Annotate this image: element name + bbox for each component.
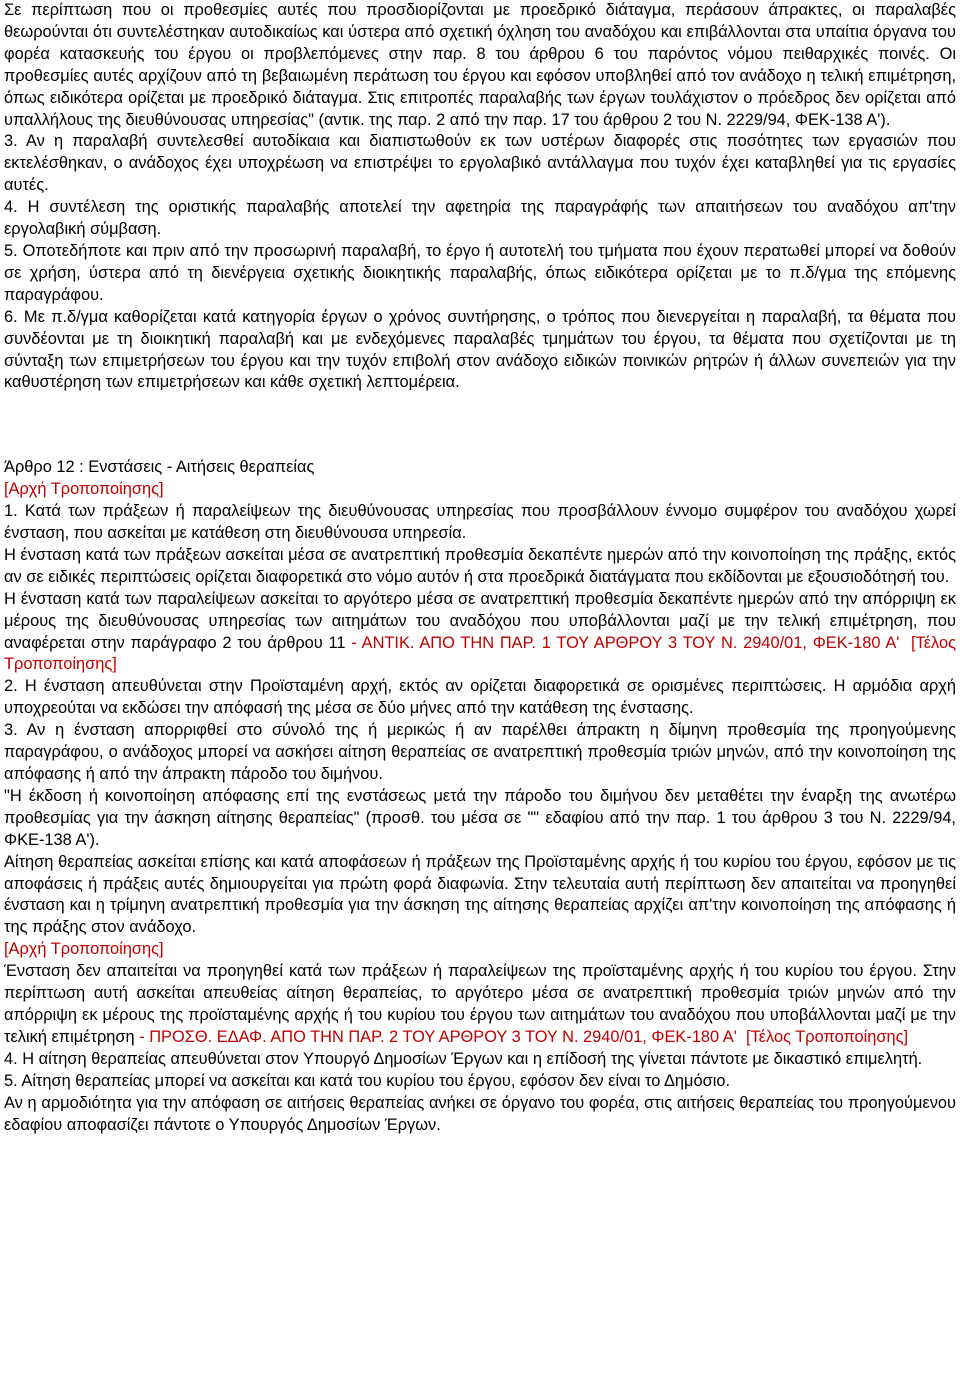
amendment-end-marker-2[interactable]: [Τέλος Τροποποίησης] xyxy=(745,1027,909,1046)
paragraph-5-administrative-receipt: 5. Οποτεδήποτε και πριν από την προσωρινή παραλαβή, το έργο ή αυτοτελή του τμήματα που έχουν περατωθεί μπορεί να δοθούν σε χρήση, ύστερα από τη διενέργεια σχετικής διοικητικής παραλαβής, όπως ειδικότερα ορίζεται με το π.δ/γμα της επόμενης παραγράφου. xyxy=(4,241,956,304)
article-paragraph-objection-deadline: Η ένσταση κατά των πράξεων ασκείται μέσα σε ανατρεπτική προθεσμία δεκαπέντε ημερών από την κοινοποίηση της πράξης, εκτός αν σε ειδικές περιπτώσεις ορίζεται διαφορετικά στο νόμο αυτόν ή στα προεδρικά διατάγματα που εκδίδονται με εξουσιοδότησή του. xyxy=(4,545,956,586)
paragraph-6-presidential-decree: 6. Με π.δ/γμα καθορίζεται κατά κατηγορία έργων ο χρόνος συντήρησης, ο τρόπος που διενεργείται η παραλαβή, τα θέματα που συνδέονται με τη διοικητική παραλαβή και με ενδεχόμενες παραλαβές τμημάτων του έργου, τα θέματα που σχετίζονται με τη σύνταξη των επιμετρήσεων του έργου και την τυχόν επιβολή στον ανάδοχο ειδικών ποινικών ρητρών ή άλλων συνεπειών για την καθυστέρηση των επιμετρήσεων και κάθε σχετική λεπτομέρεια. xyxy=(4,307,956,392)
section-gap xyxy=(4,394,956,457)
amendment-reference: - ΑΝΤΙΚ. ΑΠΟ ΤΗΝ ΠΑΡ. 1 ΤΟΥ ΑΡΘΡΟΥ 3 ΤΟΥ Ν. 2940/01, ΦΕΚ-180 Α' xyxy=(345,633,900,652)
article-paragraph-no-objection xyxy=(4,961,956,1049)
no-objection-text: Ένσταση δεν απαιτείται να προηγηθεί κατά των πράξεων ή παραλείψεων της προϊσταμένης αρχής ή του κυρίου του έργου. Στην περίπτωση αυτή ασκείται απευθείας αίτηση θεραπείας, το αργότερο μέσα σε ανατρεπτική προθεσμία τριών μηνών από την απόρριψη εκ μέρους της προϊσταμένης αρχής ή του κυρίου του έργου των αιτημάτων του αναδόχου που υποβάλλονται μαζί με την τελική επιμέτρηση xyxy=(4,962,956,1046)
amendment-reference-2: - ΠΡΟΣΘ. ΕΔΑΦ. ΑΠΟ ΤΗΝ ΠΑΡ. 2 ΤΟΥ ΑΡΘΡΟΥ 3 ΤΟΥ Ν. 2940/01, ΦΕΚ-180 Α' xyxy=(134,1027,737,1046)
article-paragraph-5: 5. Αίτηση θεραπείας μπορεί να ασκείται και κατά του κυρίου του έργου, εφόσον δεν είναι το Δημόσιο. xyxy=(4,1071,731,1090)
article-paragraph-2: 2. Η ένσταση απευθύνεται στην Προϊσταμένη αρχή, εκτός αν ορίζεται διαφορετικά σε ορισμένες περιπτώσεις. Η αρμόδια αρχή υποχρεούται να εκδώσει την απόφασή της μέσα σε δύο μήνες από την κατάθεση της ένστασης. xyxy=(4,677,956,718)
article-paragraph-4: 4. Η αίτηση θεραπείας απευθύνεται στον Υπουργό Δημοσίων Έργων και η επίδοσή της γίνεται πάντοτε με δικαστικό επιμελητή. xyxy=(4,1049,923,1068)
article-paragraph-competence: Αν η αρμοδιότητα για την απόφαση σε αιτήσεις θεραπείας ανήκει σε όργανο του φορέα, στις αιτήσεις θεραπείας του προηγούμενου εδαφίου αποφασίζει πάντοτε ο Υπουργός Δημοσίων Έργων. xyxy=(4,1093,956,1134)
paragraph-4-final-receipt: 4. Η συντέλεση της οριστικής παραλαβής αποτελεί την αφετηρία της παραγράφής των απαιτήσεων του αναδόχου απ'την εργολαβική σύμβαση. xyxy=(4,198,956,239)
paragraph-3-automatic-receipt: 3. Αν η παραλαβή συντελεσθεί αυτοδίκαια και διαπιστωθούν εκ των υστέρων διαφορές στις ποσότητες των εργασιών που εκτελέσθηκαν, ο ανάδοχος έχει υποχρέωση να επιστρέψει το εργολαβικό αντάλλαγμα που τυχόν έχει καταβληθεί για τις εργασίες αυτές. xyxy=(4,132,956,195)
paragraph-receipt-deadlines: Σε περίπτωση που οι προθεσμίες αυτές που προσδιορίζονται με προεδρικό διάταγμα, περάσουν άπρακτες, οι παραλαβές θεωρούνται ότι συντελέστηκαν αυτοδικαίως και ύστερα από σχετική όχληση του αναδόχου και επιβάλλονται στα υπαίτια όργανα του φορέα κατασκευής του έργου οι προβλεπόμενες στην παρ. 8 του άρθρου 6 του παρόντος νόμου πειθαρχικές ποινές. Οι προθεσμίες αυτές αρχίζουν από τη βεβαιωμένη περάτωση του έργου και εφόσον υποβληθεί από τον ανάδοχο η τελική επιμέτρηση, όπως ειδικότερα ορίζεται με προεδρικό διάταγμα. Στις επιτροπές παραλαβής των έργων τουλάχιστον ο πρόεδρος δεν ορίζεται από υπαλλήλους της διευθύνουσας υπηρεσίας" (αντικ. της παρ. 2 από την παρ. 17 του άρθρου 2 του Ν. 2229/94, ΦΕΚ-138 Α'). xyxy=(4,1,956,129)
omissions-text: Η ένσταση κατά των παραλείψεων ασκείται το αργότερο μέσα σε ανατρεπτική προθεσμία δεκαπέντε ημερών από την απόρριψη εκ μέρους της διευθύνουσας υπηρεσίας των αιτημάτων του αναδόχου που υποβάλλονται μαζί με την τελική επιμέτρηση, που αναφέρεται στην παράγραφο 2 του άρθρου 11 xyxy=(4,589,956,652)
article-paragraph-quoted-addition: "Η έκδοση ή κοινοποίηση απόφασης επί της ενστάσεως μετά την πάροδο του διμήνου δεν μεταθέτει την έναρξη της ανωτέρω προθεσμίας για την άσκηση αίτησης θεραπείας" (προσθ. του μέσα σε "" εδαφίου από την παρ. 1 του άρθρου 3 του Ν. 2229/94, ΦΚΕ-138 Α'). xyxy=(4,786,956,849)
article-paragraph-petition: Αίτηση θεραπείας ασκείται επίσης και κατά αποφάσεων ή πράξεων της Προϊσταμένης αρχής ή του κυρίου του έργου, εφόσον με τις αποφάσεις ή πράξεις αυτές δημιουργείται για πρώτη φορά διαφωνία. Στην τελευταία αυτή περίπτωση δεν απαιτείται να προηγηθεί ένσταση και η τρίμηνη ανατρεπτική προθεσμία για την άσκηση της αίτησης θεραπείας αρχίζει απ'την κοινοποίηση της απόφασης ή της πράξης στον ανάδοχο. xyxy=(4,852,956,937)
article-paragraph-1: 1. Κατά των πράξεων ή παραλείψεων της διευθύνουσας υπηρεσίας που προσβάλλουν έννομο συμφέρον του αναδόχου χωρεί ένσταση, που ασκείται με κατάθεση στη διευθύνουσα υπηρεσία. xyxy=(4,502,956,543)
amendment-end-marker[interactable]: [Τέλος Τροποποίησης] xyxy=(4,633,956,674)
article-paragraph-3: 3. Αν η ένσταση απορριφθεί στο σύνολό της ή μερικώς ή αν παρέλθει άπρακτη η δίμηνη προθεσμία της προηγούμενης παραγράφου, ο ανάδοχος μπορεί να ασκήσει αίτηση θεραπείας σε ανατρεπτική προθεσμία τριών μηνών, από την κοινοποίηση της απόφασης ή από την άπρακτη πάροδο του διμήνου. xyxy=(4,721,956,783)
amendment-start-marker[interactable]: [Αρχή Τροποποίησης] xyxy=(4,480,164,499)
amendment-start-marker-2[interactable]: [Αρχή Τροποποίησης] xyxy=(4,940,164,959)
article-paragraph-omissions xyxy=(4,589,956,677)
article-heading: Άρθρο 12 : Ενστάσεις - Αιτήσεις θεραπείας xyxy=(4,458,315,477)
